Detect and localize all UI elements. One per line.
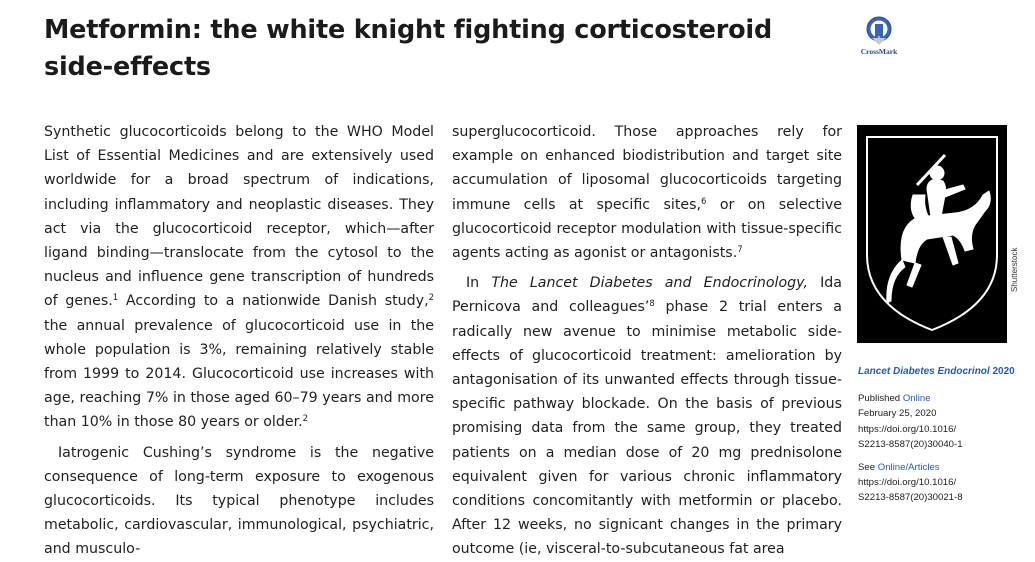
journal-name: The Lancet Diabetes and Endocrinology, [491,275,808,292]
right-column [452,120,842,562]
reference-mark[interactable]: 8 [649,299,655,310]
doi-link[interactable]: S2213-8587(20)30021-8 [858,492,963,504]
crossmark-label: CrossMark [860,47,898,56]
reference-mark[interactable]: 2 [302,414,309,425]
online-articles-link[interactable]: Online/Articles [877,461,940,473]
reference-mark[interactable]: 1 [112,293,119,304]
reference-mark[interactable]: 2 [428,293,434,304]
paragraph: superglucocorticoid. Those approaches rely for example on enhanced biodistribution and target site accumulation of liposomal glucocorticoids targeting immune cells at specific sites,$^6$ or on selective glucocorticoid receptor modulation with tissue-specific agents acting as agonist or antagonists.$^7$ [452,124,843,262]
reference-mark[interactable]: 7 [737,245,743,256]
image-credit: Shutterstock [1010,247,1019,292]
online-link[interactable]: Online [902,393,931,404]
coat-of-arms-image [857,125,1007,343]
knight-shield-icon [857,125,1007,343]
paragraph: Iatrogenic Cushing’s syndrome is the negative consequence of long-term exposure to exogenous glucocorticoids. Its typical phenotype includes metabolic, cardiovascular, immunological, psychiatric, and musculo- [44,444,434,558]
doi-link[interactable]: https://doi.org/10.1016/ [858,477,957,489]
doi-link[interactable]: S2213-8587(20)30040-1 [858,439,963,451]
paragraph: Synthetic glucocorticoids belong to the WHO Model List of Essential Medicines and are extensively used worldwide for a broad spectrum of indications, including inflammatory and neoplastic diseases. They act via the glucocorticoid receptor, which—after ligand binding—translocate from the cytosol to the nucleus and influence gene transcription of hundreds of genes.$^1$ According to a nationwide Danish study,$^2$ the annual prevalence of glucocorticoid use in the whole population is 3%, remaining relatively stable from 1999 to 2014. Glucocorticoid use increases with age, reaching 7% in those aged 60–79 years and more than 10% in those 80 years or older.$^2$ [44,124,434,431]
article-title: Metformin: the white knight fighting corticosteroid side-effects [44,15,773,82]
crossmark-badge[interactable] [858,16,900,62]
published-line: Published Online [858,393,931,404]
crossmark-icon [866,16,892,46]
article-sidebar [858,366,1028,506]
reference-mark[interactable]: 6 [701,196,707,207]
see-also-line: See Online/Articles [858,461,940,473]
left-column [44,120,434,562]
paragraph: In The Lancet Diabetes and Endocrinology, Ida Pernicova and colleagues’$^8$ phase 2 trial enters a radically new avenue to minimise metabolic side-effects of glucocorticoid treatment: amelioration by antagonisation of its unwanted effects through tissue-specific pathway blockade. On the basis of previous promising data from the same group, they treated patients on a median dose of 20 mg prednisolone equivalent given for various chronic inflammatory conditions concomitantly with metformin or placebo. After 12 weeks, no signicant changes in the primary outcome (ie, visceral-to-subcutaneous fat area [452,275,842,558]
journal-citation: Lancet Diabetes Endocrinol 2020 [858,366,1015,377]
publish-date: February 25, 2020 [858,408,937,420]
doi-link[interactable]: https://doi.org/10.1016/ [858,423,957,435]
